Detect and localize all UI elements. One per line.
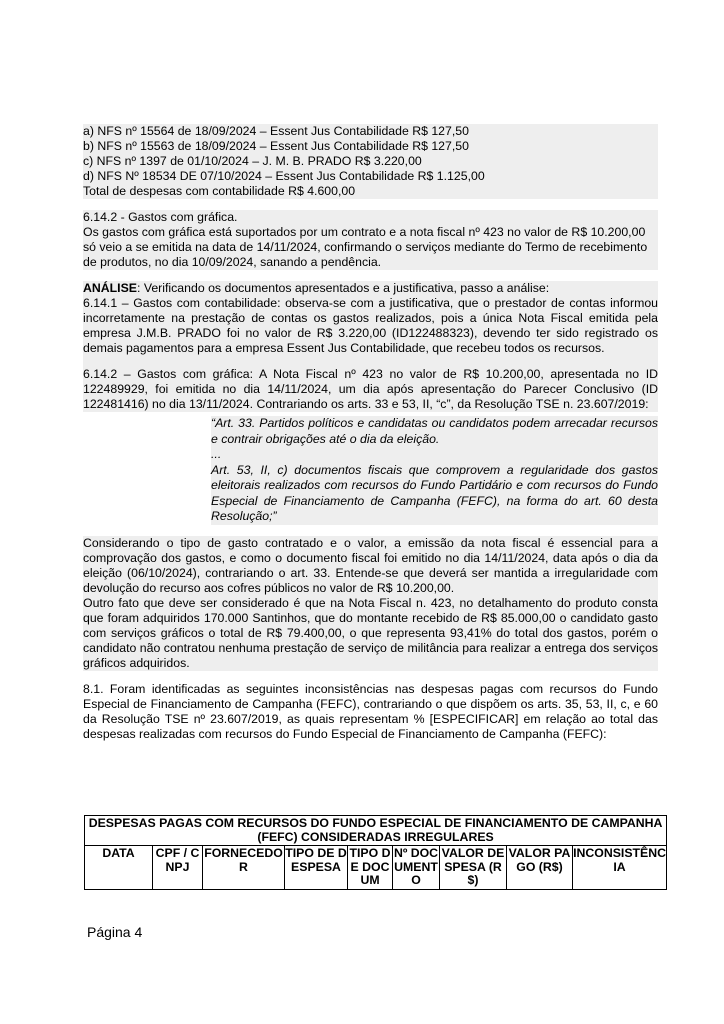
accounting-invoice-list <box>83 124 658 199</box>
invoice-item-a: a) NFS nº 15564 de 18/09/2024 – Essent Jus Contabilidade R$ 127,50 <box>83 124 469 138</box>
document-body <box>83 124 658 742</box>
analise-paragraph-grafica: 6.14.2 – Gastos com gráfica: A Nota Fiscal nº 423 no valor de R$ 10.200,00, apresentada no ID 122489929, foi emitida no dia 14/11/2024, um dia após apresentação do Parecer Conclusivo (ID 122481416) no dia 13/11/2024. Contrariando os arts. 33 e 53, II, “c”, da Resolução TSE n. 23.607/2019: <box>83 367 658 411</box>
accounting-total: Total de despesas com contabilidade R$ 4.600,00 <box>83 184 356 198</box>
conclusion-paragraph: Considerando o tipo de gasto contratado e o valor, a emissão da nota fiscal é essencial para a comprovação dos gastos, e como o documento fiscal foi emitido no dia 14/11/2024, data após o dia da eleição (06/10/2024), contrariando o art. 33. Entende-se que deverá ser mantida a irregularidade com devolução do recurso aos cofres públicos no valor de R$ 10.200,00. <box>83 535 658 595</box>
irregular-expenses-table <box>84 815 667 890</box>
col-header-inconsistencia: INCONSISTÊNCIA <box>573 846 667 890</box>
col-header-valor-pago: VALOR PAGO (R$) <box>507 846 573 890</box>
page-number: Página 4 <box>87 924 143 940</box>
grafica-heading: 6.14.2 - Gastos com gráfica. <box>83 210 238 224</box>
col-header-tipo-documento: TIPO DE DOCUM <box>349 846 391 887</box>
col-header-numero-documento: Nº DOCUMENTO <box>393 846 439 887</box>
quote-art-33: “Art. 33. Partidos políticos e candidatas ou candidatos podem arrecadar recursos e contrair obrigações até o dia da eleição. <box>211 416 658 446</box>
col-header-valor-despesa: VALOR DESPESA (R$) <box>440 846 507 890</box>
quote-ellipsis: ... <box>211 447 658 463</box>
invoice-item-b: b) NFS nº 15563 de 18/09/2024 – Essent Jus Contabilidade R$ 127,50 <box>83 139 469 153</box>
analise-intro-text: : Verificando os documentos apresentados e a justificativa, passo a análise: <box>136 281 550 295</box>
col-header-cpf-cnpj: CPF / CNPJ <box>153 846 203 890</box>
invoice-item-d: d) NFS Nº 18534 DE 07/10/2024 – Essent Jus Contabilidade R$ 1.125,00 <box>83 169 485 183</box>
quote-art-53: Art. 53, II, c) documentos fiscais que comprovem a regularidade dos gastos eleitorais realizados com recursos do Fundo Partidário e com recursos do Fundo Especial de Financiamento de Campanha (FEFC), na forma do art. 60 desta Resolução;” <box>211 462 658 523</box>
col-header-data: DATA <box>85 846 153 890</box>
analise-section <box>83 281 658 412</box>
analise-label: ANÁLISE <box>83 281 137 295</box>
col-header-fornecedor: FORNECEDOR <box>203 846 285 890</box>
grafica-justification <box>83 210 658 270</box>
analise-paragraph-contabilidade: 6.14.1 – Gastos com contabilidade: observa-se com a justificativa, que o prestador de contas informou incorretamente na prestação de contas os gastos realizados, pois a única Nota Fiscal emitida pela empresa J.M.B. PRADO foi no valor de R$ 3.220,00 (ID122488323), devendo ter sido registrado os demais pagamentos para a empresa Essent Jus Contabilidade, que recebeu todos os recursos. <box>83 296 658 355</box>
invoice-item-c: c) NFS nº 1397 de 01/10/2024 – J. M. B. PRADO R$ 3.220,00 <box>83 154 422 168</box>
santinhos-paragraph: Outro fato que deve ser considerado é que na Nota Fiscal n. 423, no detalhamento do produto consta que foram adquiridos 170.000 Santinhos, que do montante recebido de R$ 85.000,00 o candidato gasto com serviços gráficos o total de R$ 79.400,00, o que representa 93,41% do total dos gastos, porém o candidato não contratou nenhuma prestação de serviço de militância para realizar a entrega dos serviços gráficos adquiridos. <box>83 595 658 670</box>
conclusion-section <box>83 536 658 671</box>
grafica-text: Os gastos com gráfica está suportados por um contrato e a nota fiscal nº 423 no valor de R$ 10.200,00 só veio a se emitida na data de 14/11/2024, confirmando o serviços mediante do Termo de recebimento de produtos, no dia 10/09/2024, sanando a pendência. <box>83 225 648 269</box>
analise-intro <box>83 281 658 296</box>
section-8-1: 8.1. Foram identificadas as seguintes inconsistências nas despesas pagas com recursos do Fundo Especial de Financiamento de Campanha (FEFC), contrariando o que dispõem os arts. 35, 53, II, c, e 60 da Resolução TSE nº 23.607/2019, as quais representam % [ESPECIFICAR] em relação ao total das despesas realizadas com recursos do Fundo Especial de Financiamento de Campanha (FEFC): <box>83 681 658 741</box>
table-title: DESPESAS PAGAS COM RECURSOS DO FUNDO ESPECIAL DE FINANCIAMENTO DE CAMPANHA (FEFC) CONSIDERADAS IRREGULARES <box>85 816 667 846</box>
col-header-tipo-despesa: TIPO DE DESPESA <box>285 846 348 890</box>
legal-quote <box>211 416 658 525</box>
